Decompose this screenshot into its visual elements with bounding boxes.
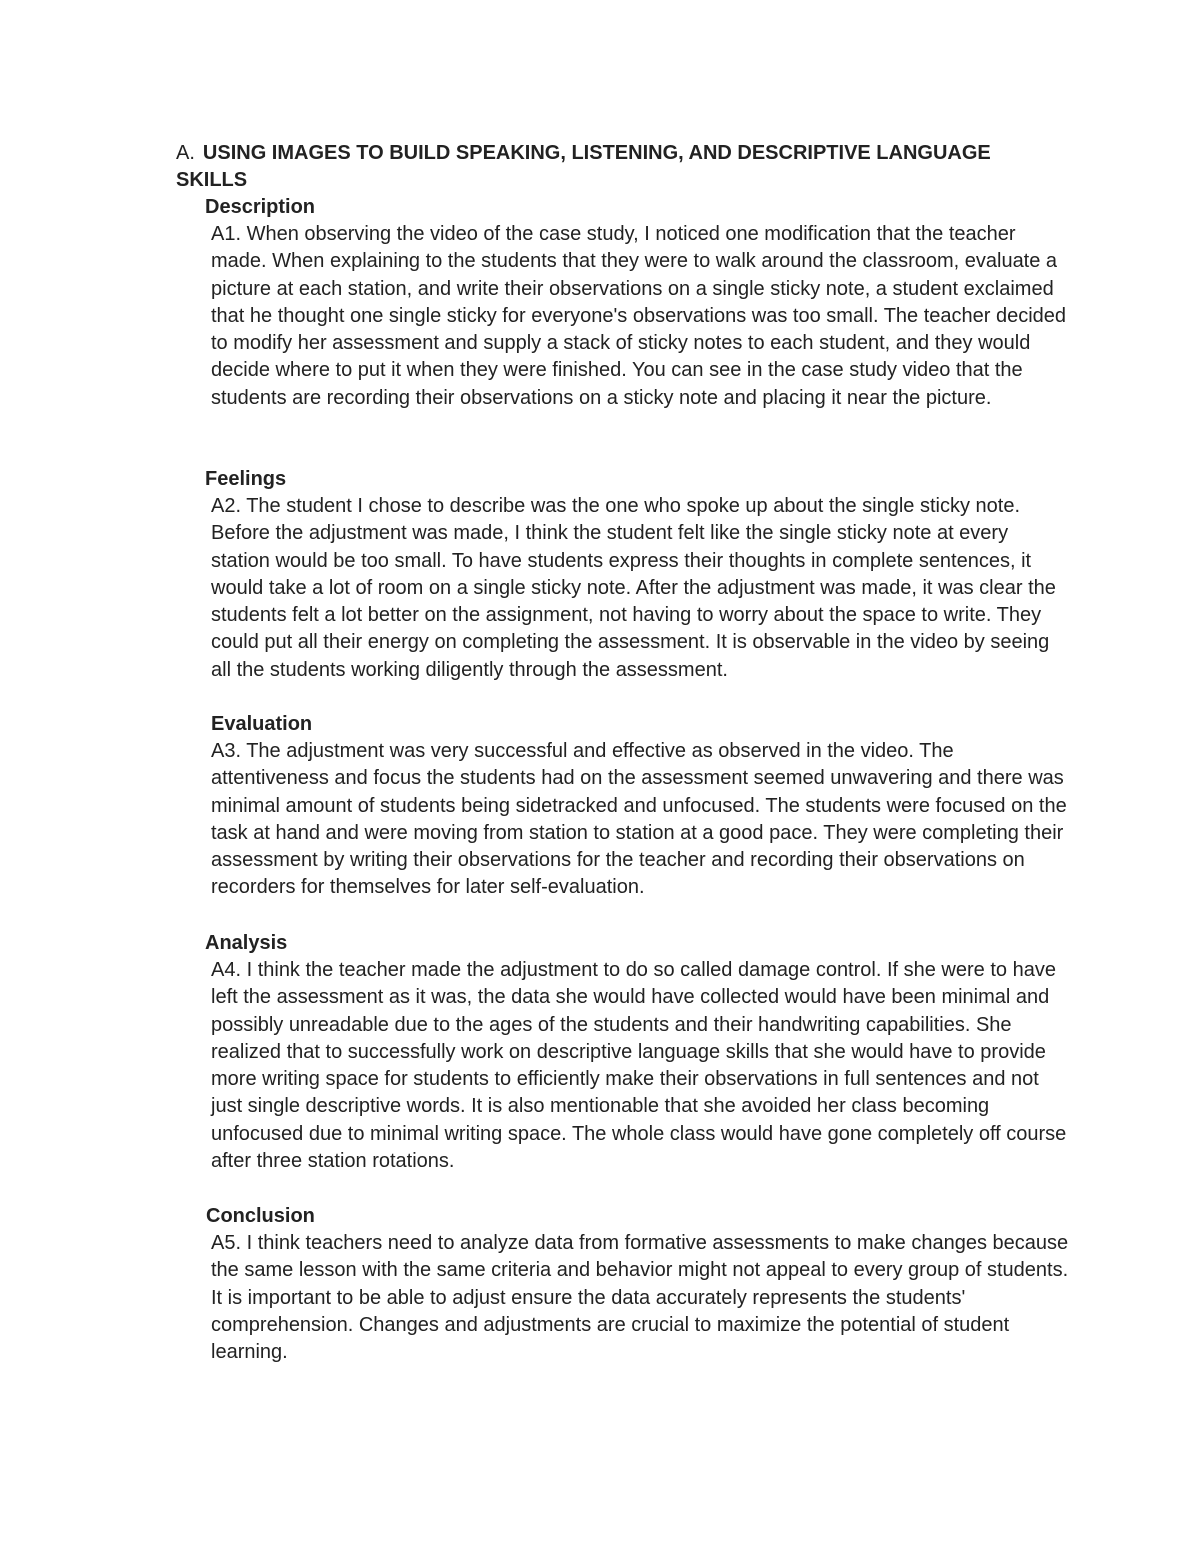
section-conclusion: [206, 1203, 1076, 1366]
heading-title: USING IMAGES TO BUILD SPEAKING, LISTENING, AND DESCRIPTIVE LANGUAGE SKILLS: [176, 142, 991, 191]
section-title: Analysis: [205, 932, 288, 954]
section-title: Description: [205, 196, 316, 218]
section-title: Evaluation: [211, 713, 313, 735]
section-feelings: [205, 466, 1075, 684]
section-description: [205, 194, 1075, 412]
heading-letter: A.: [176, 142, 195, 164]
section-title: Conclusion: [206, 1205, 315, 1227]
section-body: A5. I think teachers need to analyze data from formative assessments to make changes because the same lesson with the same criteria and behavior might not appeal to every group of students. It is important to be able to adjust ensure the data accurately represents the students' comprehension. Changes and adjustments are crucial to maximize the potential of student learning.: [211, 1232, 1069, 1364]
document-heading: [176, 140, 1056, 194]
section-body: A3. The adjustment was very successful and effective as observed in the video. The attentiveness and focus the students had on the assessment seemed unwavering and there was minimal amount of students being sidetracked and unfocused. The students were focused on the task at hand and were moving from station to station at a good pace. They were completing their assessment by writing their observations for the teacher and recording their observations on recorders for themselves for later self-evaluation.: [211, 740, 1067, 899]
section-body: A2. The student I chose to describe was the one who spoke up about the single sticky note. Before the adjustment was made, I think the student felt like the single sticky note at every station would be too small. To have students express their thoughts in complete sentences, it would take a lot of room on a single sticky note. After the adjustment was made, it was clear the students felt a lot better on the assignment, not having to worry about the space to write. They could put all their energy on completing the assessment. It is observable in the video by seeing all the students working diligently through the assessment.: [211, 495, 1056, 681]
section-title: Feelings: [205, 468, 287, 490]
section-analysis: [205, 930, 1075, 1175]
section-body: A1. When observing the video of the case study, I noticed one modification that the teacher made. When explaining to the students that they were to walk around the classroom, evaluate a picture at each station, and write their observations on a single sticky note, a student exclaimed that he thought one single sticky for everyone's observations was too small. The teacher decided to modify her assessment and supply a stack of sticky notes to each student, and they would decide where to put it when they were finished. You can see in the case study video that the students are recording their observations on a sticky note and placing it near the picture.: [211, 223, 1067, 409]
section-body: A4. I think the teacher made the adjustment to do so called damage control. If she were to have left the assessment as it was, the data she would have collected would have been minimal and possibly unreadable due to the ages of the students and their handwriting capabilities. She realized that to successfully work on descriptive language skills that she would have to provide more writing space for students to efficiently make their observations in full sentences and not just single descriptive words. It is also mentionable that she avoided her class becoming unfocused due to minimal writing space. The whole class would have gone completely off course after three station rotations.: [211, 959, 1067, 1173]
section-evaluation: [211, 711, 1081, 902]
